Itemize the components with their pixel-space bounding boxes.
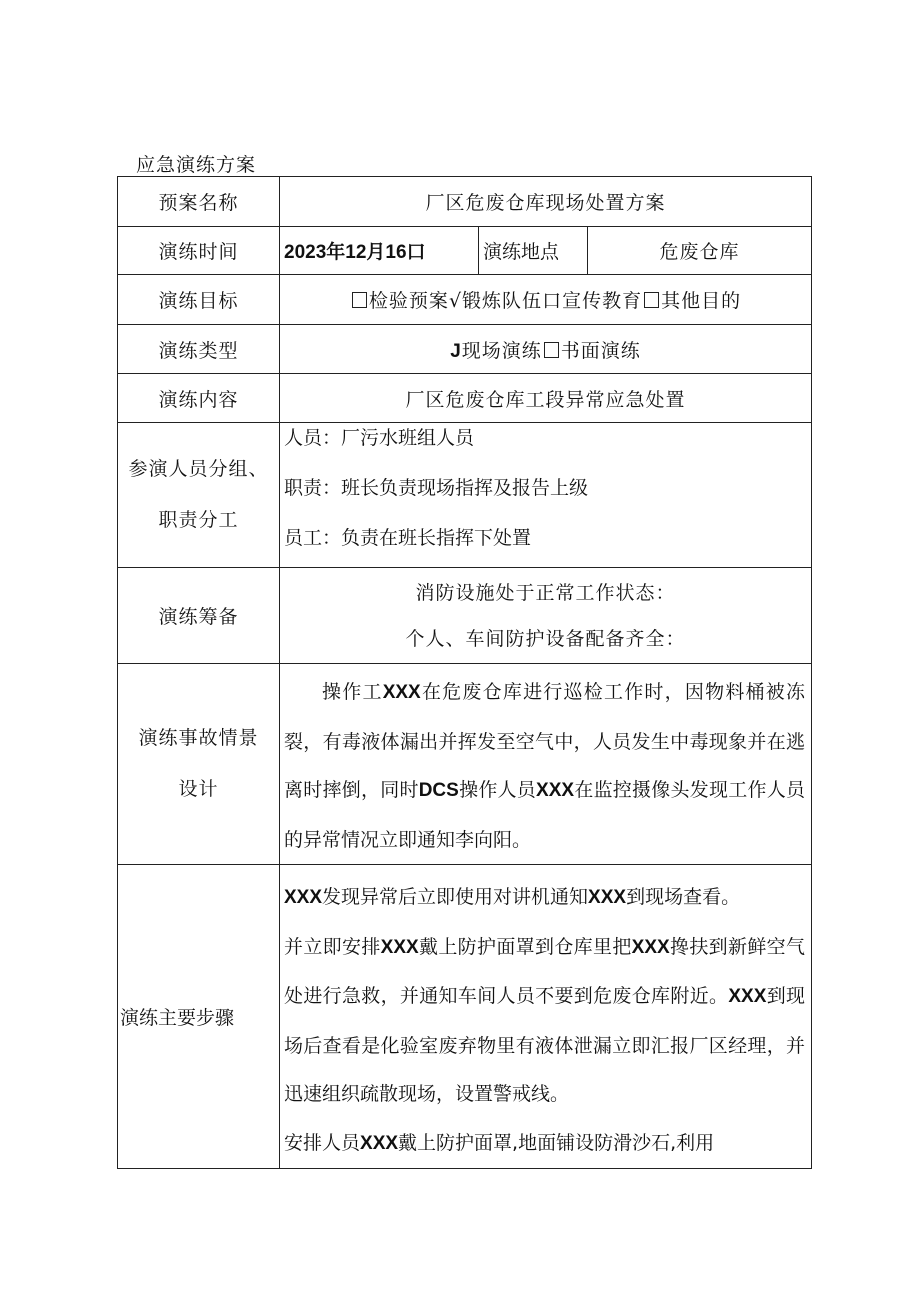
steps-text: 安排人员	[284, 1131, 361, 1154]
checkmark-icon: J	[450, 340, 462, 362]
drill-content-label: 演练内容	[118, 374, 280, 423]
steps-text: 到现场查看。	[626, 886, 741, 908]
row-drill-goal	[118, 275, 812, 325]
steps-paragraph-3	[284, 1119, 805, 1169]
participants-line: 职责：班长负责现场指挥及报告上级	[284, 477, 589, 499]
checkbox-written-drill	[544, 342, 559, 358]
participants-label	[118, 423, 280, 568]
scenario-label-line2: 设计	[178, 778, 219, 800]
document-title: 应急演练方案	[136, 154, 257, 176]
option-onsite-drill: 现场演练	[461, 339, 542, 362]
steps-placeholder: XXX	[360, 1132, 399, 1154]
option-publicity: 宣传教育	[562, 290, 643, 312]
checkbox-publicity: 口	[542, 290, 563, 312]
drill-goal-label: 演练目标	[118, 275, 280, 325]
drill-goal-options	[280, 275, 812, 325]
checkbox-check-plan	[352, 292, 367, 308]
drill-type-label: 演练类型	[118, 325, 280, 374]
preparation-value	[280, 568, 812, 664]
scenario-value	[280, 664, 812, 865]
scenario-label	[118, 664, 280, 865]
drill-plan-table	[117, 176, 812, 1169]
drill-content-value: 厂区危废仓库工段异常应急处置	[280, 374, 812, 423]
steps-label: 演练主要步骤	[118, 865, 280, 1169]
row-plan-name	[118, 177, 812, 227]
option-check-plan: 检验预案	[368, 290, 449, 312]
steps-paragraph-2	[284, 923, 805, 1119]
steps-paragraph-1	[284, 873, 805, 923]
steps-value	[280, 865, 812, 1169]
participants-line: 人员：厂污水班组人员	[284, 427, 475, 449]
checkbox-other	[644, 292, 659, 308]
drill-location-value: 危废仓库	[588, 227, 812, 275]
row-drill-content	[118, 374, 812, 423]
steps-text: 到现场后查看是化验室废弃物里有液体泄漏立即汇报厂区经理，并迅速组织疏散现场，设置警戒线。	[284, 985, 806, 1105]
scenario-text: 操作人员	[458, 779, 537, 801]
option-other: 其他目的	[661, 290, 742, 312]
participants-value	[280, 423, 812, 568]
steps-placeholder: XXX	[380, 936, 419, 958]
drill-time-label: 演练时间	[118, 227, 280, 275]
steps-text: 并立即安排	[284, 935, 381, 958]
steps-placeholder: XXX	[588, 887, 627, 908]
scenario-text: 在监控摄像头发现工作人员的异常情况立即通知李向阳。	[284, 779, 805, 851]
steps-placeholder: XXX	[728, 986, 767, 1007]
participants-label-line1: 参演人员分组、	[128, 458, 269, 480]
participants-label-line2: 职责分工	[158, 509, 239, 531]
row-drill-time	[118, 227, 812, 275]
row-scenario	[118, 664, 812, 865]
option-written-drill: 书面演练	[560, 339, 641, 362]
plan-name-value: 厂区危废仓库现场处置方案	[280, 177, 812, 227]
scenario-label-line1: 演练事故情景	[138, 727, 259, 749]
drill-time-value: 2023年12月16口	[280, 227, 479, 275]
checkmark-icon: √	[448, 290, 463, 312]
steps-text: 搀扶到新鲜空气处进行急救，并通知车间人员不要到危废仓库附近。	[284, 935, 805, 1007]
scenario-placeholder: XXX	[382, 682, 421, 703]
row-drill-type	[118, 325, 812, 374]
option-train-team: 锻炼队伍	[462, 290, 543, 312]
participants-line: 员工：负责在班长指挥下处置	[284, 527, 532, 549]
steps-text: 发现异常后立即使用对讲机通知	[322, 886, 589, 908]
steps-placeholder: XXX	[631, 936, 670, 958]
steps-text: 戴上防护面罩,地面铺设防滑沙石,利用	[398, 1131, 715, 1154]
plan-name-label: 预案名称	[118, 177, 280, 227]
drill-location-label: 演练地点	[479, 227, 588, 275]
preparation-line: 个人、车间防护设备配备齐全：	[405, 627, 686, 650]
preparation-label: 演练筹备	[118, 568, 280, 664]
preparation-line: 消防设施处于正常工作状态：	[415, 581, 676, 604]
row-steps	[118, 865, 812, 1169]
scenario-text: 在危废仓库进行巡检工作时，因物料桶被冻裂，有毒液体漏出并挥发至空气中，人员发生中毒现象并在逃离时摔倒，同时	[284, 681, 806, 801]
scenario-placeholder: XXX	[536, 780, 575, 801]
steps-placeholder: XXX	[284, 887, 323, 908]
scenario-text: 操作工	[322, 681, 383, 703]
scenario-dcs: DCS	[418, 780, 459, 801]
drill-type-options	[280, 325, 812, 374]
steps-text: 戴上防护面罩到仓库里把	[418, 935, 632, 958]
row-preparation	[118, 568, 812, 664]
row-participants	[118, 423, 812, 568]
